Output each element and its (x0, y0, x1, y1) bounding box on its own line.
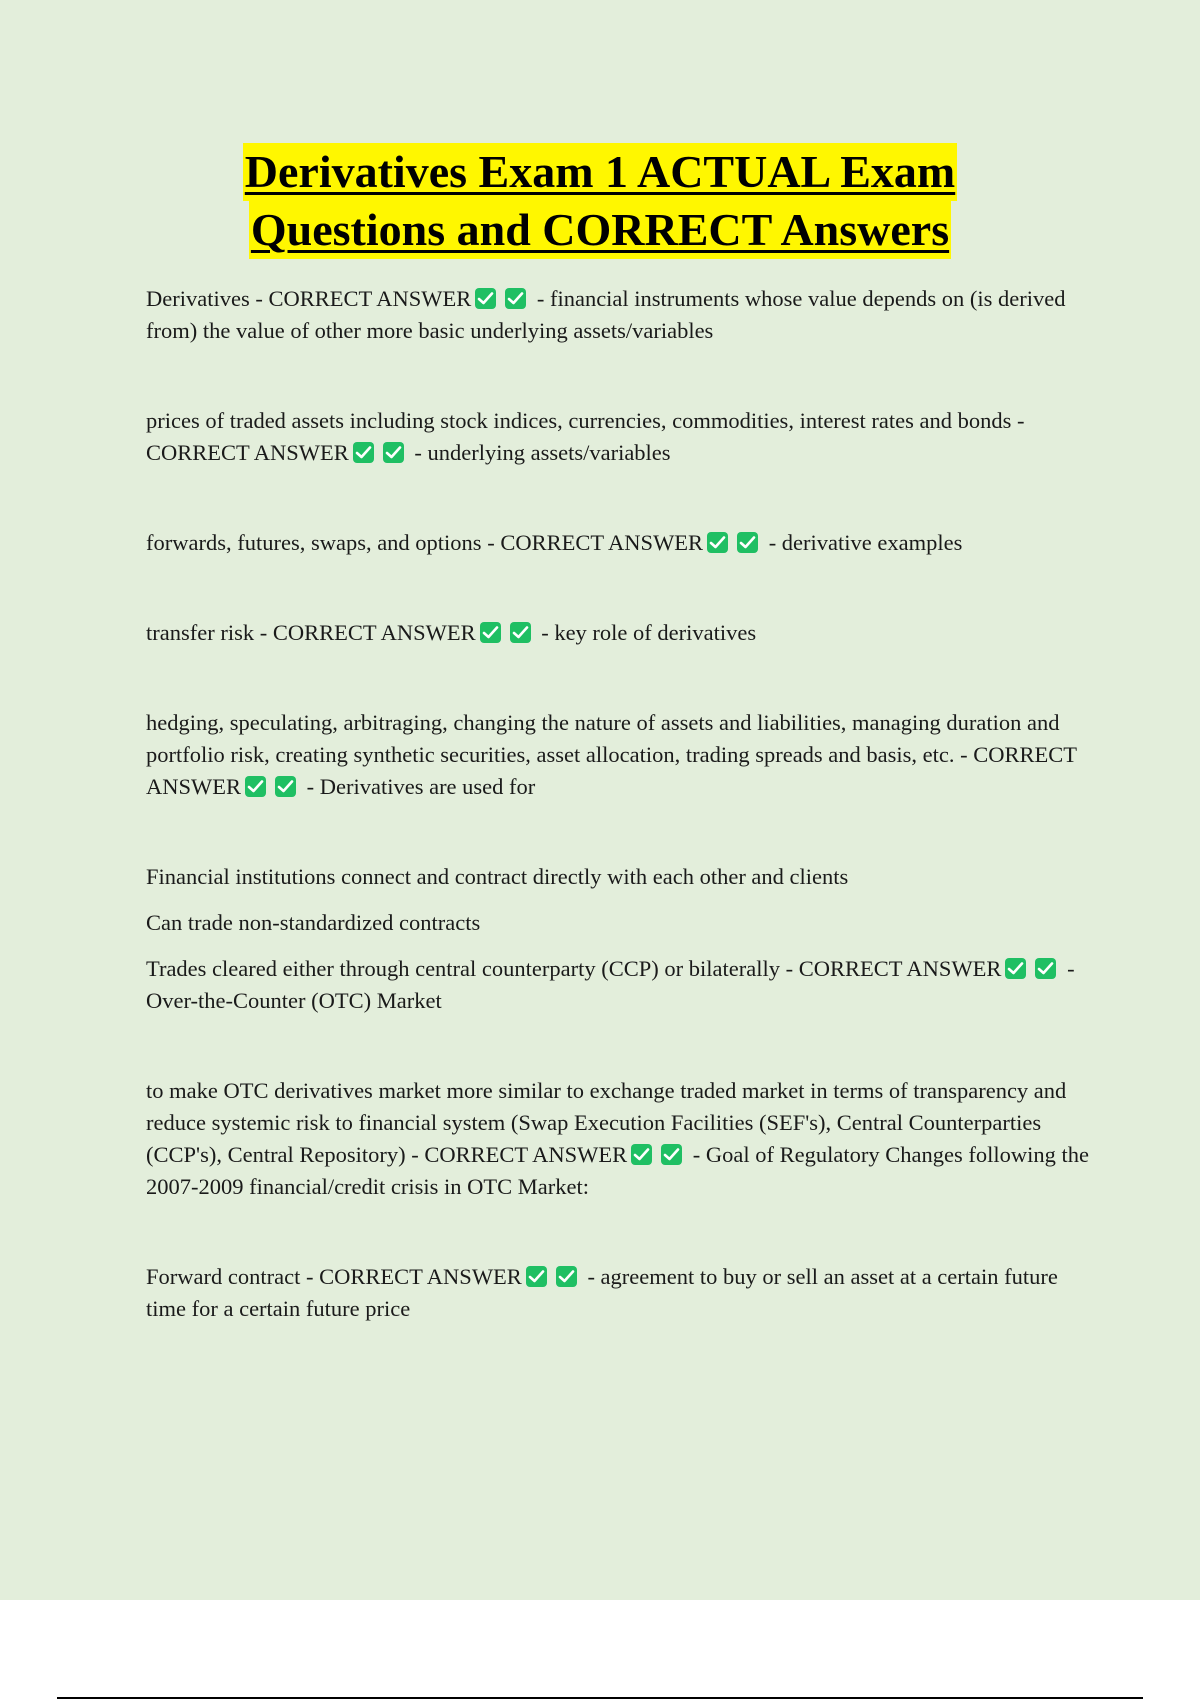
answer-text: - key role of derivatives (535, 620, 757, 645)
answer-text: - financial instruments whose value depends on (is derived from) the value of other more basic underlying assets/variables (146, 286, 1066, 343)
answer-text: - derivative examples (763, 530, 963, 555)
answer-label: CORRECT ANSWER (146, 440, 349, 465)
question-text: Trades cleared either through central counterparty (CCP) or bilaterally - (146, 956, 799, 981)
qa-entry (146, 861, 1096, 1017)
question-text: to make OTC derivatives market more similar to exchange traded market in terms of transparency and reduce systemic risk to financial system (Swap Execution Facilities (SEF's), Central Counterparties (CCP's), Central Repository) - (146, 1078, 1067, 1167)
qa-entry (146, 527, 1096, 559)
question-text: forwards, futures, swaps, and options - (146, 530, 501, 555)
answer-label: CORRECT ANSWER (146, 742, 1077, 799)
answer-text: - Goal of Regulatory Changes following the 2007-2009 financial/credit crisis in OTC Market: (146, 1142, 1089, 1199)
qa-entry (146, 405, 1096, 469)
green-check-icon (556, 1266, 577, 1287)
green-check-icon (480, 622, 501, 643)
green-check-icon (631, 1144, 652, 1165)
answer-label: CORRECT ANSWER (268, 286, 472, 311)
footer-divider (57, 1697, 1143, 1699)
green-check-icon (707, 532, 728, 553)
qa-entry (146, 707, 1096, 803)
question-line: Can trade non-standardized contracts (146, 910, 481, 935)
answer-label: CORRECT ANSWER (272, 620, 476, 645)
answer-label: CORRECT ANSWER (319, 1264, 522, 1289)
question-text: Derivatives - (146, 286, 269, 311)
question-line: Financial institutions connect and contract directly with each other and clients (146, 864, 849, 889)
answer-label: CORRECT ANSWER (424, 1142, 628, 1167)
qa-entry (146, 617, 1096, 649)
question-text: Forward contract - (146, 1264, 320, 1289)
qa-text (146, 953, 1096, 1017)
answer-label: CORRECT ANSWER (798, 956, 1002, 981)
green-check-icon (383, 442, 404, 463)
question-text: hedging, speculating, arbitraging, changing the nature of assets and liabilities, managing duration and portfolio risk, creating synthetic securities, asset allocation, trading spreads and basis, etc. - (146, 710, 1060, 767)
qa-text (146, 1261, 1096, 1325)
qa-entry (146, 1075, 1096, 1203)
green-check-icon (1035, 958, 1056, 979)
qa-text (146, 707, 1096, 803)
green-check-icon (526, 1266, 547, 1287)
qa-text (146, 283, 1096, 347)
qa-text (146, 527, 1096, 559)
green-check-icon (245, 776, 266, 797)
qa-text (146, 617, 1096, 649)
qa-entry (146, 283, 1096, 347)
answer-text: - underlying assets/variables (408, 440, 671, 465)
answer-text: - Over-the-Counter (OTC) Market (146, 956, 1075, 1013)
green-check-icon (505, 288, 526, 309)
green-check-icon (353, 442, 374, 463)
question-text: transfer risk - (146, 620, 273, 645)
title-line-1: Derivatives Exam 1 ACTUAL Exam (243, 143, 957, 201)
qa-list (146, 283, 1096, 1325)
green-check-icon (1005, 958, 1026, 979)
green-check-icon (661, 1144, 682, 1165)
answer-text: - agreement to buy or sell an asset at a certain future time for a certain future price (146, 1264, 1058, 1321)
answer-label: CORRECT ANSWER (500, 530, 704, 555)
green-check-icon (275, 776, 296, 797)
qa-text (146, 1075, 1096, 1203)
qa-text (146, 405, 1096, 469)
green-check-icon (737, 532, 758, 553)
answer-text: - Derivatives are used for (301, 774, 536, 799)
green-check-icon (475, 288, 496, 309)
question-text: prices of traded assets including stock indices, currencies, commodities, interest rates and bonds - (146, 408, 1025, 433)
page-title (0, 143, 1200, 259)
qa-entry (146, 1261, 1096, 1325)
green-check-icon (510, 622, 531, 643)
title-line-2: Questions and CORRECT Answers (249, 201, 951, 259)
